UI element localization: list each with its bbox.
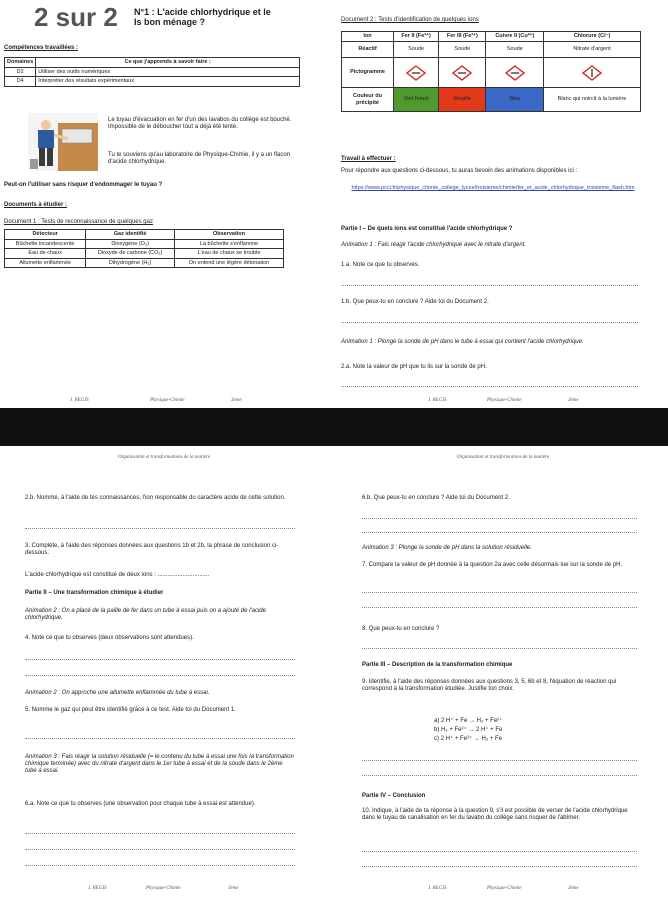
part3-title: Partie III – Description de la transformation chimique [362, 662, 513, 668]
answer-line[interactable] [25, 865, 295, 866]
page-number: 2 sur 2 [34, 2, 118, 32]
intro-text-1: Le tuyau d'évacuation en fer d'un des lavabos du collège est bouché. Impossible de le déboucher tout a déjà été tenté. [108, 117, 292, 130]
documents-title: Documents à étudier : [4, 202, 68, 208]
table-header: Gaz identifié [86, 230, 175, 240]
question-7: 7. Compare la valeur de pH donnée à la question 2a avec celle désormais lue sur la sonde de pH. [362, 562, 623, 568]
question-1a: 1.a. Note ce que tu observes. [341, 262, 420, 268]
answer-line[interactable] [362, 775, 637, 776]
answer-line[interactable] [362, 760, 637, 761]
answer-line[interactable] [25, 675, 295, 676]
equation-b: b) H₂ + Fe²⁺ → 2 H⁺ + Fe [434, 727, 503, 733]
animation-3: Animation 3 : Fais réagir la solution résiduelle (= le contenu du tube à essai une fois la transformation chimique terminée) avec du nitrate d'argent dans le 1er tube à essai et de la soude dans le 2ème tube à essai. [25, 754, 294, 774]
animation-2b: Animation 2 : On approche une allumette enflammée du tube à essai. [25, 690, 210, 696]
part1-title: Partie I – De quels ions est constitué l'acide chlorhydrique ? [341, 226, 513, 232]
precipitate-color-cell: Blanc qui noircit à la lumière [544, 88, 641, 112]
competences-title: Compétences travaillées : [4, 45, 79, 51]
answer-line[interactable] [341, 322, 638, 323]
footer-subject: Physique-Chimie [487, 398, 522, 403]
footer-subject: Physique-Chimie [150, 398, 185, 403]
corrosive-icon [486, 58, 544, 88]
footer-subject: Physique-Chimie [487, 886, 522, 891]
answer-line[interactable] [362, 607, 637, 608]
answer-line[interactable] [25, 528, 295, 529]
table-row: D2 Utiliser des outils numériques [5, 67, 300, 77]
answer-line[interactable] [362, 532, 637, 533]
part2-title: Partie II – Une transformation chimique à étudier [25, 590, 164, 596]
page-header: Organisation et transformations de la matière [118, 455, 210, 460]
footer-level: 3ème [568, 886, 579, 891]
precipitate-color-cell: Vert foncé [394, 88, 439, 112]
footer-author: J. REGIS [428, 398, 447, 403]
intro-question: Peut-on l'utiliser sans risquer d'endommager le tuyau ? [4, 182, 163, 188]
equation-a: a) 2 H⁺ + Fe → H₂ + Fe²⁺ [434, 718, 503, 724]
corrosive-icon [439, 58, 486, 88]
precipitate-color-cell: Bleu [486, 88, 544, 112]
question-6b: 6.b. Que peux-tu en conclure ? Aide toi du Document 2. [362, 495, 510, 501]
table-header: Observation [174, 230, 283, 240]
question-3: 3. Complète, à l'aide des réponses données aux questions 1b et 2b, la phrase de conclusion ci-dessous. [25, 543, 279, 556]
answer-line[interactable] [25, 849, 295, 850]
plumber-illustration [28, 113, 98, 171]
question-9: 9. Identifie, à l'aide des réponses données aux questions 3, 5, 6b et 8, l'équation de réaction qui correspond à la transformation étudiée. Justifie ton choix. [362, 679, 617, 692]
answer-line[interactable] [362, 851, 637, 852]
footer-level: 3ème [228, 886, 239, 891]
doc2-table: Ion Fer II (Fe²⁺) Fer III (Fe³⁺) Cuivre II (Cu²⁺) Chlorure (Cl⁻) Réactif Soude Soude Soude Nitrate d'argent Pictogramme Couleur du précipité Vert foncé Rouille Bleu Blanc qui noircit à la lumière [341, 31, 641, 112]
answer-line[interactable] [362, 866, 637, 867]
answer-line[interactable] [341, 386, 638, 387]
question-10: 10. Indique, à l'aide de ta réponse à la question 9, s'il est possible de verser de l'acide chlorhydrique dans le tuyau de canalisation en fer du lavabo du collège sans risquer de l'abîmer. [362, 808, 628, 821]
animations-link[interactable]: https://www.pccl.fr/physique_chimie_college_lycee/troisieme/chimie/fer_et_acide_chlorhydrique_troisieme_flash.htm [351, 185, 635, 191]
question-1b: 1.b. Que peux-tu en conclure ? Aide toi du Document 2. [341, 299, 489, 305]
table-row: D4 Interpréter des résultats expérimentaux [5, 77, 300, 87]
question-4: 4. Note ce que tu observes (deux observations sont attendues). [25, 635, 194, 641]
page-separator [0, 408, 668, 446]
question-2b: 2.b. Nomme, à l'aide de tes connaissances, l'ion responsable du caractère acide de cette solution. [25, 495, 286, 501]
animation-1b: Animation 1 : Plonge la sonde de pH dans le tube à essai qui contient l'acide chlorhydrique. [341, 339, 584, 345]
precipitate-color-cell: Rouille [439, 88, 486, 112]
table-header: Domaines [5, 58, 36, 68]
answer-line[interactable] [341, 285, 638, 286]
page-title: N°1 : L'acide chlorhydrique et le Is bon ménage ? [134, 7, 271, 27]
answer-line[interactable] [25, 833, 295, 834]
table-row: Eau de chaux Dioxyde de carbone (CO₂) L'eau de chaux se trouble [5, 249, 284, 259]
footer-author: J. REGIS [70, 398, 89, 403]
footer-subject: Physique-Chimie [146, 886, 181, 891]
footer-level: 3ème [568, 398, 579, 403]
travail-instructions: Pour répondre aux questions ci-dessous, tu auras besoin des animations disponibles ici : [341, 168, 578, 174]
answer-line[interactable] [25, 738, 295, 739]
health-hazard-icon [544, 58, 641, 88]
corrosive-icon [394, 58, 439, 88]
intro-text-2: Tu te souviens qu'au laboratoire de Physique-Chimie, il y a un flacon d'acide chlorhydrique. [108, 152, 291, 165]
answer-line[interactable] [362, 648, 637, 649]
question-8: 8. Que peux-tu en conclure ? [362, 626, 440, 632]
animation-2: Animation 2 : On a placé de la paille de fer dans un tube à essai puis on a ajouté de l'acide chlorhydrique. [25, 608, 266, 621]
competences-table [4, 57, 300, 87]
doc1-title: Document 1 : Tests de reconnaissance de quelques gaz [4, 219, 153, 225]
animation-1: Animation 1 : Fais réagir l'acide chlorhydrique avec le nitrate d'argent. [341, 242, 527, 248]
page-header: Organisation et transformations de la matière [457, 455, 549, 460]
doc1-table [4, 229, 284, 268]
question-5: 5. Nomme le gaz qui peut être identifié grâce à ce test. Aide toi du Document 1. [25, 707, 236, 713]
answer-line[interactable] [362, 592, 637, 593]
table-header: Ce que j'apprends à savoir faire : [36, 58, 300, 68]
footer-author: J. REGIS [428, 886, 447, 891]
footer-level: 3ème [231, 398, 242, 403]
table-header: Détecteur [5, 230, 86, 240]
footer-author: J. REGIS [88, 886, 107, 891]
answer-line[interactable] [362, 518, 637, 519]
conclusion-sentence: L'acide chlorhydrique est constitué de deux ions : ............................... [25, 572, 210, 578]
part4-title: Partie IV – Conclusion [362, 793, 426, 799]
question-6a: 6.a. Note ce que tu observes (une observation pour chaque tube à essai est attendue). [25, 801, 256, 807]
table-row: Bûchette incandescente Dioxygène (O₂) La bûchette s'enflamme [5, 239, 284, 249]
animation-3b: Animation 3 : Plonge la sonde de pH dans la solution résiduelle. [362, 545, 532, 551]
table-row: Allumette enflammée Dihydrogène (H₂) On entend une légère détonation [5, 258, 284, 268]
equation-c: c) 2 H⁺ + Fe²⁺ → H₂ + Fe [434, 736, 503, 742]
travail-title: Travail à effectuer : [341, 156, 396, 162]
answer-line[interactable] [25, 659, 295, 660]
question-2a: 2.a. Note la valeur de pH que tu lis sur la sonde de pH. [341, 364, 487, 370]
doc2-title: Document 2 : Tests d'identification de quelques ions [341, 17, 479, 23]
